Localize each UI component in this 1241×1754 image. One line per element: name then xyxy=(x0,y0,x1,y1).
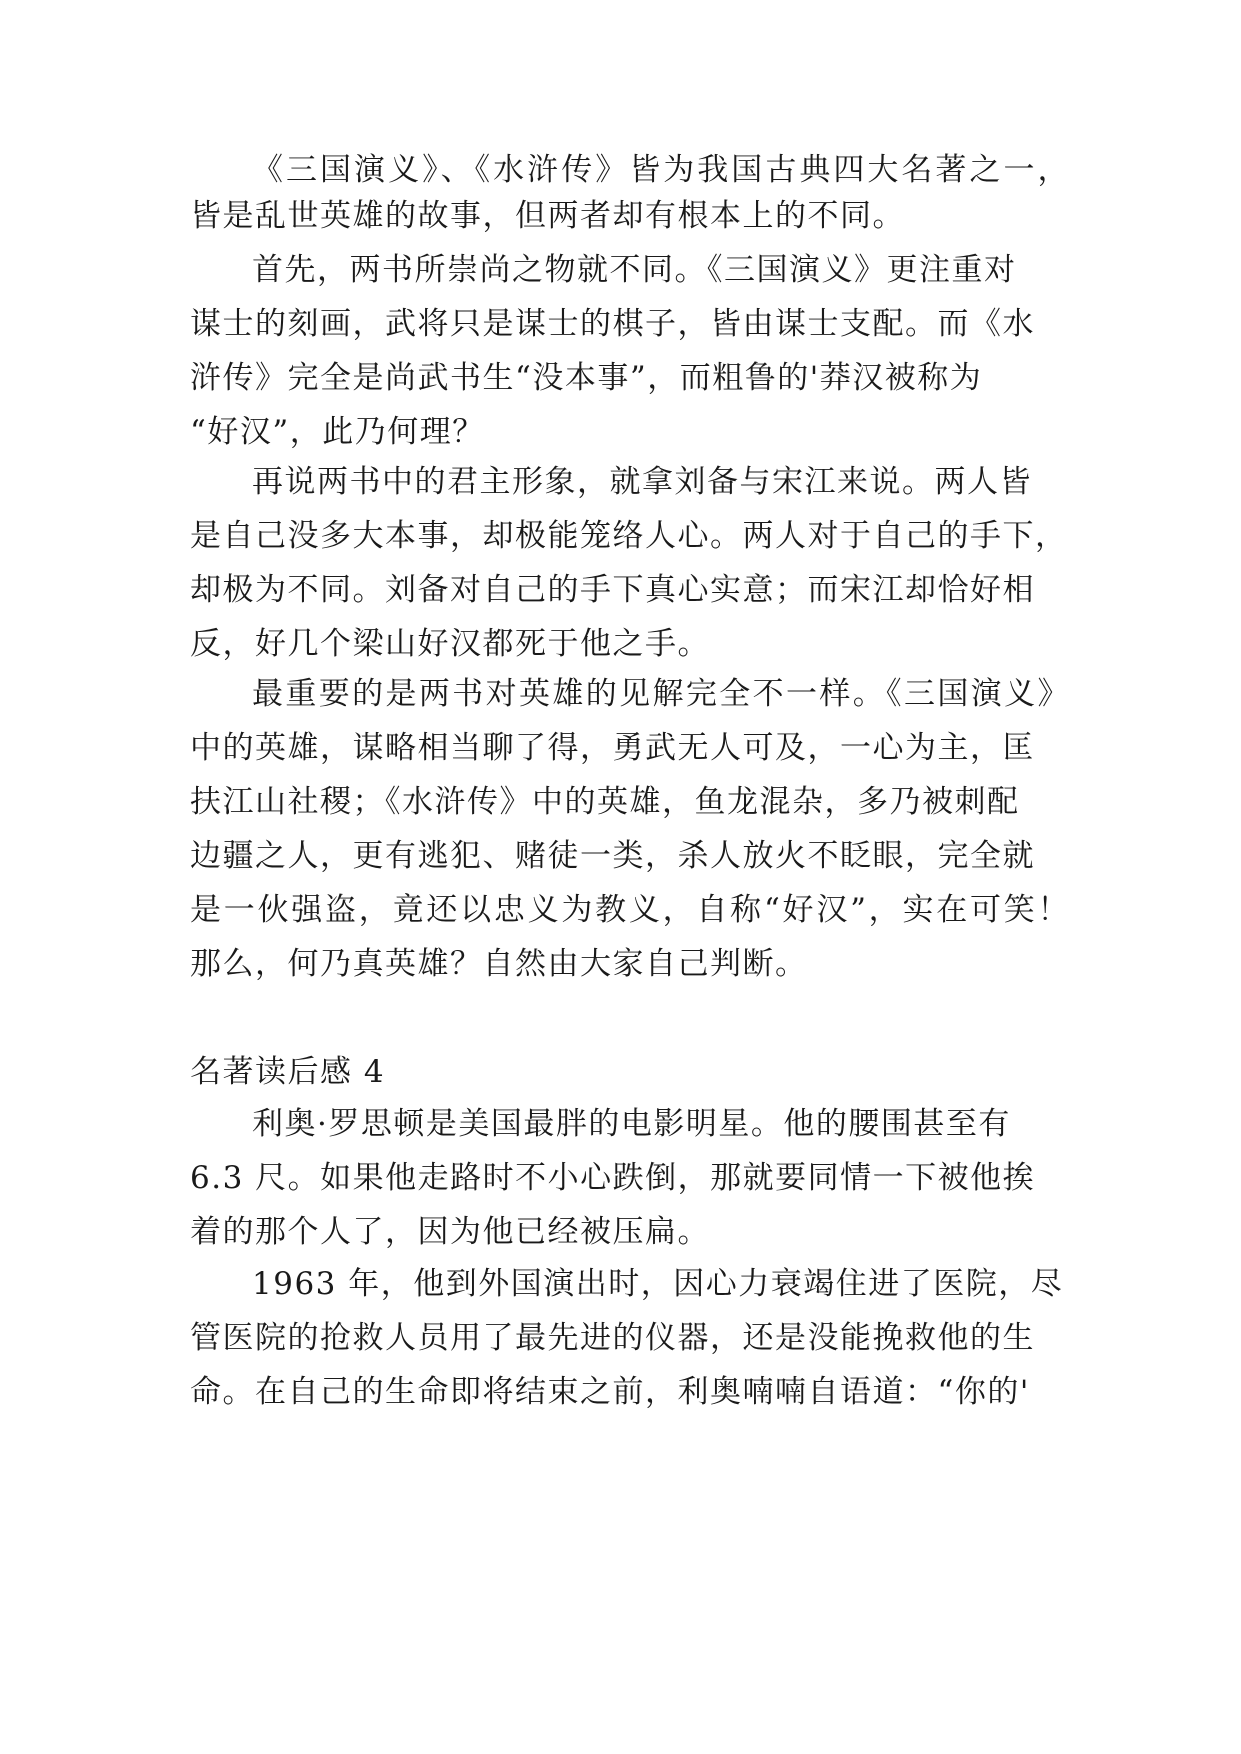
paragraph-line: 中的英雄，谋略相当聊了得，勇武无人可及，一心为主，匡 xyxy=(190,730,1035,766)
paragraph-line: 扶江山社稷；《水浒传》中的英雄，鱼龙混杂，多乃被刺配 xyxy=(190,784,1020,820)
paragraph-line: 最重要的是两书对英雄的见解完全不一样。《三国演义》 xyxy=(252,676,1070,712)
paragraph-line: 《三国演义》、《水浒传》皆为我国古典四大名著之一， xyxy=(252,152,1070,188)
paragraph-line: 首先，两书所崇尚之物就不同。《三国演义》更注重对 xyxy=(252,252,1017,288)
paragraph-line: 管医院的抢救人员用了最先进的仪器，还是没能挽救他的生 xyxy=(190,1320,1035,1356)
paragraph-line: 皆是乱世英雄的故事，但两者却有根本上的不同。 xyxy=(190,198,905,234)
paragraph-line: 再说两书中的君主形象，就拿刘备与宋江来说。两人皆 xyxy=(252,464,1032,500)
paragraph-line: 边疆之人，更有逃犯、赌徒一类，杀人放火不眨眼，完全就 xyxy=(190,838,1035,874)
paragraph-line: 反，好几个梁山好汉都死于他之手。 xyxy=(190,626,710,662)
paragraph-line: 命。在自己的生命即将结束之前，利奥喃喃自语道：“你的' xyxy=(190,1374,1030,1410)
paragraph-line: 谋士的刻画，武将只是谋士的棋子，皆由谋士支配。而《水 xyxy=(190,306,1035,342)
paragraph-line: 那么，何乃真英雄？自然由大家自己判断。 xyxy=(190,946,808,982)
paragraph-line: 是一伙强盗，竟还以忠义为教义，自称“好汉”，实在可笑！ xyxy=(190,892,1070,928)
section-heading: 名著读后感 4 xyxy=(190,1054,386,1090)
paragraph-line: 利奥·罗思顿是美国最胖的电影明星。他的腰围甚至有 xyxy=(252,1106,1011,1142)
paragraph-line: 却极为不同。刘备对自己的手下真心实意；而宋江却恰好相 xyxy=(190,572,1035,608)
paragraph-line: “好汉”，此乃何理？ xyxy=(190,414,485,450)
paragraph-line: 是自己没多大本事，却极能笼络人心。两人对于自己的手下， xyxy=(190,518,1068,554)
paragraph-line: 浒传》完全是尚武书生“没本事”，而粗鲁的'莽汉被称为 xyxy=(190,360,983,396)
paragraph-line: 6.3 尺。如果他走路时不小心跌倒，那就要同情一下被他挨 xyxy=(190,1160,1036,1196)
paragraph-line: 1963 年，他到外国演出时，因心力衰竭住进了医院，尽 xyxy=(252,1266,1064,1302)
paragraph-line: 着的那个人了，因为他已经被压扁。 xyxy=(190,1214,710,1250)
